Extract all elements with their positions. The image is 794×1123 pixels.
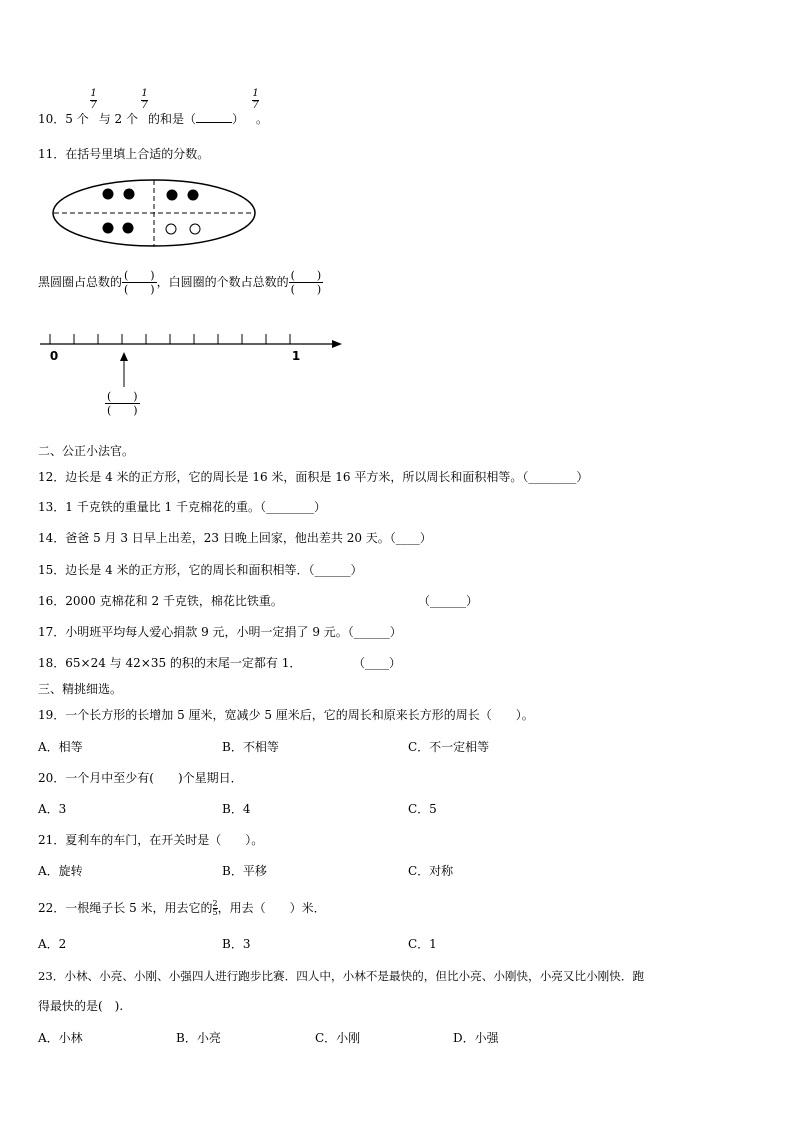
q10-text-d: ） [232, 112, 245, 126]
number-line-figure [38, 323, 348, 393]
black-circle [167, 190, 178, 201]
section-2-title: 二、公正小法官。 [38, 444, 135, 458]
q16-paren[interactable]: （______） [418, 594, 479, 608]
question-17: 17．小明班平均每人爱心捐款 9 元，小明一定捐了 9 元。（______） [38, 625, 402, 639]
question-15: 15．边长是 4 米的正方形，它的周长和面积相等．（______） [38, 563, 363, 577]
number-line-arrowhead [332, 340, 342, 348]
black-fraction-blank[interactable]: $\frac{( )}{( )}$ [124, 269, 155, 296]
q19-option-c[interactable]: C．不一定相等 [408, 740, 490, 754]
question-20: 20．一个月中至少有( )个星期日． [38, 771, 243, 785]
q11-fraction-sentence [38, 268, 323, 296]
q10-text-b: 与 2 个 [98, 112, 138, 126]
white-fraction-blank[interactable]: $\frac{( )}{( )}$ [290, 269, 322, 296]
q10-text-a: 10．5 个 [38, 112, 89, 126]
q10-fraction-2: 1 7 [141, 88, 148, 111]
q20-option-c[interactable]: C．5 [408, 802, 437, 816]
q22-option-c[interactable]: C．1 [408, 937, 437, 951]
number-line-label-1: 1 [291, 349, 301, 363]
q20-option-a[interactable]: A．3 [38, 802, 67, 816]
q21-option-b[interactable]: B．平移 [222, 864, 267, 878]
q10-fraction-3: 1 7 [252, 88, 259, 111]
question-16: 16．2000 克棉花和 2 千克铁，棉花比铁重。 [38, 594, 283, 608]
q22-option-a[interactable]: A．2 [38, 937, 67, 951]
number-line-fraction-blank[interactable]: $\frac{( )}{( )}$ [107, 390, 138, 417]
number-line-ticks [50, 334, 290, 344]
white-circle [166, 224, 176, 234]
q22-fraction: $\frac{2}{5}$ [212, 899, 218, 917]
section-3-title: 三、精挑细选。 [38, 682, 123, 696]
question-19: 19．一个长方形的长增加 5 厘米，宽减少 5 厘米后，它的周长和原来长方形的周长（ ）。 [38, 708, 534, 722]
q22-option-b[interactable]: B．3 [222, 937, 251, 951]
q19-option-b[interactable]: B．不相等 [222, 740, 279, 754]
question-22 [38, 900, 326, 917]
q22-text-b: ，用去（ ）米． [217, 901, 326, 915]
black-circle [124, 189, 135, 200]
question-23-line-1: 23．小林、小亮、小刚、小强四人进行跑步比赛．四人中，小林不是最快的，但比小亮、小刚快，小亮又比小刚快．跑 [38, 969, 645, 983]
black-circle [103, 189, 114, 200]
q10-text-e: 。 [256, 112, 269, 126]
q19-option-a[interactable]: A．相等 [38, 740, 83, 754]
q23-option-a[interactable]: A．小林 [38, 1031, 83, 1045]
white-circle [190, 224, 200, 234]
question-21: 21．夏利车的车门，在开关时是（ ）。 [38, 833, 264, 847]
q20-option-b[interactable]: B．4 [222, 802, 251, 816]
question-23-line-2: 得最快的是( ). [38, 999, 124, 1013]
question-10 [38, 110, 268, 127]
circles-ellipse-figure [50, 176, 258, 248]
question-14: 14．爸爸 5 月 3 日早上出差，23 日晚上回家，他出差共 20 天。（____） [38, 531, 432, 545]
q10-fraction-1: 1 7 [90, 88, 97, 111]
q23-option-d[interactable]: D．小强 [453, 1031, 499, 1045]
q11-sentence-a: 黑圆圈占总数的 [38, 275, 123, 289]
q21-option-a[interactable]: A．旋转 [38, 864, 83, 878]
black-circle [188, 190, 199, 201]
black-circle [103, 223, 114, 234]
q23-option-c[interactable]: C．小刚 [315, 1031, 361, 1045]
pointer-arrowhead [120, 352, 128, 361]
q22-text-a: 22．一根绳子长 5 米，用去它的 [38, 901, 213, 915]
q18-paren[interactable]: （____） [353, 656, 402, 670]
question-12: 12．边长是 4 米的正方形，它的周长是 16 米，面积是 16 平方米，所以周长和面积相等。（________） [38, 470, 589, 484]
question-13: 13．1 千克铁的重量比 1 千克棉花的重。（________） [38, 500, 326, 514]
q23-option-b[interactable]: B．小亮 [176, 1031, 221, 1045]
q11-sentence-b: ，白圆圈的个数占总数的 [156, 275, 289, 289]
black-circle [123, 223, 134, 234]
q21-option-c[interactable]: C．对称 [408, 864, 454, 878]
q10-answer-blank[interactable] [196, 110, 232, 123]
question-18: 18．65×24 与 42×35 的积的末尾一定都有 1． [38, 656, 302, 670]
question-11-title: 11．在括号里填上合适的分数。 [38, 147, 210, 161]
q10-text-c: 的和是（ [148, 112, 197, 126]
number-line-label-0: 0 [49, 349, 59, 363]
